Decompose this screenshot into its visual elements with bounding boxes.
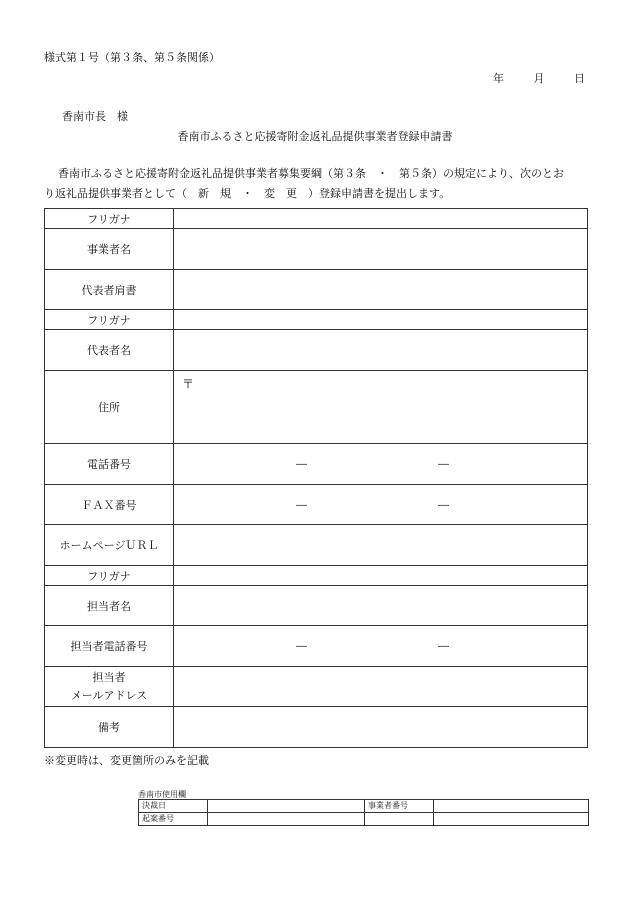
email-row (45, 667, 588, 707)
decision-date-field[interactable] (208, 800, 365, 813)
business-name-row (45, 229, 588, 270)
postal-mark-icon: 〒 (182, 377, 195, 391)
furigana-label: フリガナ (45, 209, 174, 229)
office-empty-cell (365, 813, 434, 826)
dash-separator: ― (296, 457, 307, 471)
dash-separator: ― (296, 639, 307, 653)
address-label: 住所 (45, 371, 174, 444)
intro-text (44, 164, 589, 204)
homepage-row (45, 525, 588, 566)
dash-separator: ― (438, 639, 449, 653)
furigana-row-business (45, 209, 588, 229)
intro-line-2: り返礼品提供事業者として（ 新 規 ・ 変 更 ）登録申請書を提出します。 (44, 187, 451, 200)
date-month: 月 (533, 72, 545, 85)
decision-date-label: 決裁日 (139, 800, 208, 813)
office-use-caption: 香南市使用欄 (138, 790, 186, 799)
dash-separator: ― (296, 498, 307, 511)
furigana-contact-field[interactable] (174, 566, 588, 586)
phone-row (45, 444, 588, 485)
remarks-label: 備考 (45, 707, 174, 748)
phone-field[interactable] (174, 444, 588, 485)
address-field[interactable] (174, 371, 588, 444)
office-use-table (138, 799, 589, 826)
fax-field[interactable] (174, 485, 588, 525)
rep-name-row (45, 330, 588, 371)
business-number-field[interactable] (434, 800, 589, 813)
remarks-field[interactable] (174, 707, 588, 748)
document-title: 香南市ふるさと応援寄附金返礼品提供事業者登録申請書 (177, 130, 453, 143)
dash-separator: ― (438, 457, 449, 471)
homepage-label: ホームページＵＲＬ (45, 525, 174, 566)
office-row-1 (139, 800, 589, 813)
contact-name-label: 担当者名 (45, 586, 174, 626)
contact-phone-label: 担当者電話番号 (45, 626, 174, 667)
email-label-line-1: 担当者 (92, 670, 126, 684)
homepage-field[interactable] (174, 525, 588, 566)
office-empty-cell (434, 813, 589, 826)
rep-title-field[interactable] (174, 270, 588, 310)
addressee: 香南市長 様 (62, 110, 128, 123)
phone-label: 電話番号 (45, 444, 174, 485)
change-note: ※変更時は、変更箇所のみを記載 (44, 754, 209, 767)
furigana-row-rep (45, 310, 588, 330)
business-number-label: 事業者番号 (365, 800, 434, 813)
form-number: 様式第１号（第３条、第５条関係） (44, 51, 220, 64)
furigana-rep-field[interactable] (174, 310, 588, 330)
furigana-business-field[interactable] (174, 209, 588, 229)
address-row (45, 371, 588, 444)
fax-row (45, 485, 588, 525)
contact-name-row (45, 586, 588, 626)
contact-phone-field[interactable] (174, 626, 588, 667)
furigana-label: フリガナ (45, 310, 174, 330)
draft-number-field[interactable] (208, 813, 365, 826)
rep-name-label: 代表者名 (45, 330, 174, 371)
rep-title-row (45, 270, 588, 310)
email-label (45, 667, 174, 707)
email-field[interactable] (174, 667, 588, 707)
date-day: 日 (574, 72, 585, 85)
office-row-2 (139, 813, 589, 826)
contact-phone-row (45, 626, 588, 667)
business-name-field[interactable] (174, 229, 588, 270)
furigana-row-contact (45, 566, 588, 586)
draft-number-label: 起案番号 (139, 813, 208, 826)
email-label-line-2: メールアドレス (70, 688, 148, 702)
date-row (467, 70, 585, 86)
fax-label: ＦＡＸ番号 (45, 485, 174, 525)
rep-name-field[interactable] (174, 330, 588, 371)
intro-line-1: 香南市ふるさと応援寄附金返礼品提供事業者募集要綱（第３条 ・ 第５条）の規定により、次のとお (58, 167, 564, 180)
application-table (44, 208, 588, 748)
rep-title-label: 代表者肩書 (45, 270, 174, 310)
business-name-label: 事業者名 (45, 229, 174, 270)
date-year: 年 (493, 72, 504, 85)
furigana-label: フリガナ (45, 566, 174, 586)
remarks-row (45, 707, 588, 748)
contact-name-field[interactable] (174, 586, 588, 626)
dash-separator: ― (438, 498, 449, 511)
